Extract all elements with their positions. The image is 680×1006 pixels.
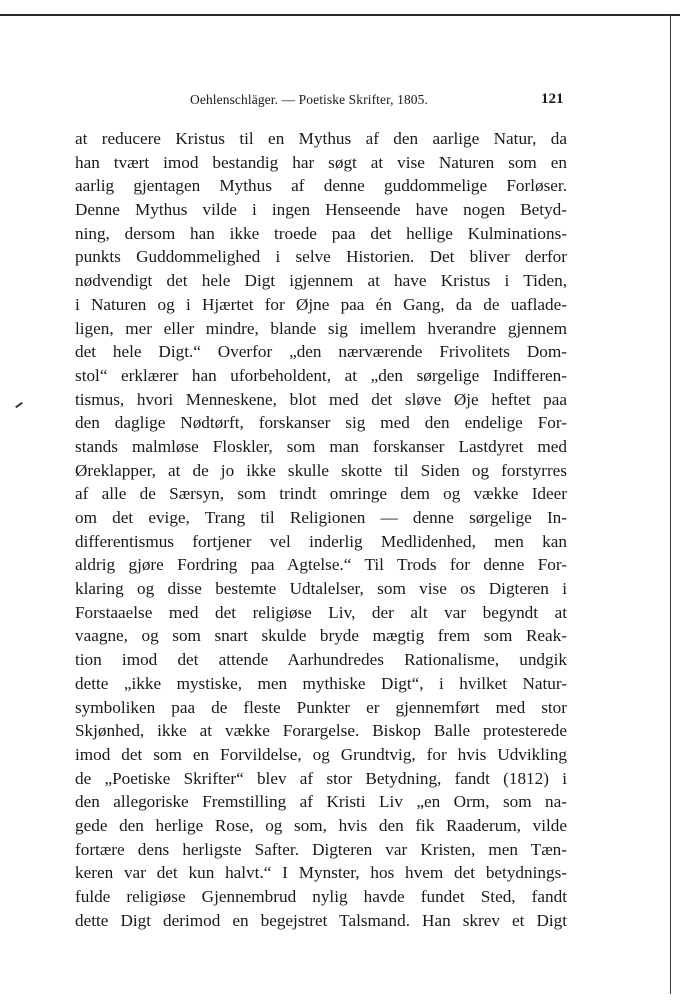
text-line: den daglige Nødtørft, forskanser sig med den endelige For- xyxy=(75,413,567,433)
text-line: aarlig gjentagen Mythus af denne guddommelige Forløser. xyxy=(75,176,567,196)
text-line: dette „ikke mystiske, men mythiske Digt“, i hvilket Natur- xyxy=(75,673,567,693)
text-line: den allegoriske Fremstilling af Kristi Liv „en Orm, som na- xyxy=(75,792,567,812)
text-line: fulde religiøse Gjennembrud nylig havde fundet Sted, fandt xyxy=(75,887,567,906)
text-line: dette Digt derimod en begejstret Talsmand. Han skrev et Digt xyxy=(75,910,567,930)
text-line: klaring og disse bestemte Udtalelser, som vise os Digteren i xyxy=(75,579,567,599)
text-line: om det evige, Trang til Religionen — denne sørgelige In- xyxy=(75,508,567,527)
body-text xyxy=(75,127,567,932)
text-line: at reducere Kristus til en Mythus af den aarlige Natur, da xyxy=(75,129,567,148)
running-header xyxy=(0,88,680,112)
text-line: de „Poetiske Skrifter“ blev af stor Betydning, fandt (1812) i xyxy=(75,768,567,788)
text-line: tion imod det attende Aarhundredes Rationalisme, undgik xyxy=(75,650,567,670)
right-border-line xyxy=(670,14,671,994)
text-line: differentismus fortjener vel inderlig Medlidenhed, men kan xyxy=(75,531,567,551)
margin-pencil-mark xyxy=(15,402,23,408)
text-line: Forstaaelse med det religiøse Liv, der alt var begyndt at xyxy=(75,602,567,622)
text-line: det hele Digt.“ Overfor „den nærværende Frivolitets Dom- xyxy=(75,342,567,362)
text-line: han tvært imod bestandig har søgt at vise Naturen som en xyxy=(75,152,567,172)
text-line: stol“ erklærer han uforbeholdent, at „den sørgelige Indifferen- xyxy=(75,365,567,385)
text-line: ligen, mer eller mindre, blande sig imellem hverandre gjennem xyxy=(75,318,567,338)
text-line: Øreklapper, at de jo ikke skulle skotte til Siden og forstyrres xyxy=(75,460,567,480)
text-line: gede den herlige Rose, og som, hvis den fik Raaderum, vilde xyxy=(75,815,567,835)
text-line: symboliken paa de fleste Punkter er gjennemført med stor xyxy=(75,697,567,717)
text-line: i Naturen og i Hjærtet for Øjne paa én Gang, da de uaflade- xyxy=(75,294,567,314)
text-line: vaagne, og som snart skulde bryde mægtig frem som Reak- xyxy=(75,626,567,646)
text-line: tismus, hvori Menneskene, blot med det sløve Øje heftet paa xyxy=(75,389,567,409)
top-border-line xyxy=(0,14,680,16)
text-line: ning, dersom han ikke troede paa det hellige Kulminations- xyxy=(75,223,567,243)
text-line: Denne Mythus vilde i ingen Henseende have nogen Betyd- xyxy=(75,200,567,220)
text-line: punkts Guddommelighed i selve Historien. Det bliver derfor xyxy=(75,247,567,267)
running-title: Oehlenschläger. — Poetiske Skrifter, 1805. xyxy=(190,92,428,107)
text-line: keren var det kun halvt.“ I Mynster, hos hvem det betydnings- xyxy=(75,863,567,883)
page-number: 121 xyxy=(541,91,564,107)
text-line: stands malmløse Floskler, som man forskanser Lastdyret med xyxy=(75,436,567,456)
text-line: imod det som en Forvildelse, og Grundtvig, for hvis Udvikling xyxy=(75,744,567,764)
text-line: aldrig gjøre Fordring paa Agtelse.“ Til Trods for denne For- xyxy=(75,555,567,575)
text-line: fortære dens herligste Safter. Digteren var Kristen, men Tæn- xyxy=(75,839,567,859)
text-line: af alle de Særsyn, som trindt omringe dem og vække Ideer xyxy=(75,484,567,504)
text-line: nødvendigt det hele Digt igjennem at have Kristus i Tiden, xyxy=(75,271,567,291)
text-line: Skjønhed, ikke at vække Forargelse. Biskop Balle protesterede xyxy=(75,721,567,741)
